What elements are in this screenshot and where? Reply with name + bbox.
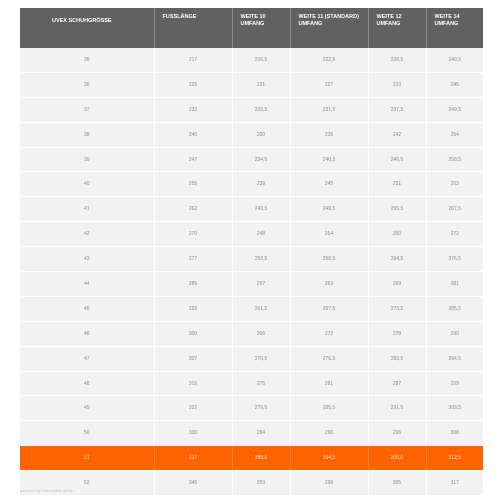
table-row <box>20 296 483 321</box>
cell-width-14: 294,5 <box>426 346 483 371</box>
header-foot-length: FUSSLÄNGE <box>154 8 232 48</box>
cell-width-14: 263 <box>426 172 483 197</box>
cell-shoe-size: 36 <box>20 72 154 97</box>
cell-width-10: 288,5 <box>232 446 290 471</box>
cell-width-14: 281 <box>426 272 483 297</box>
cell-foot-length: 315 <box>154 371 232 396</box>
cell-width-14: 308 <box>426 421 483 446</box>
cell-shoe-size: 35 <box>20 48 154 72</box>
cell-shoe-size: 43 <box>20 247 154 272</box>
cell-width-12: 246,5 <box>368 147 426 172</box>
cell-width-11: 299 <box>290 471 368 496</box>
table-row-highlighted <box>20 446 483 471</box>
cell-width-10: 234,5 <box>232 147 290 172</box>
cell-foot-length: 232 <box>154 97 232 122</box>
cell-width-10: 284 <box>232 421 290 446</box>
table-row <box>20 122 483 147</box>
cell-width-14: 303,5 <box>426 396 483 421</box>
cell-foot-length: 337 <box>154 446 232 471</box>
cell-foot-length: 217 <box>154 48 232 72</box>
cell-width-11: 290 <box>290 421 368 446</box>
cell-width-12: 242 <box>368 122 426 147</box>
cell-width-11: 263 <box>290 272 368 297</box>
cell-foot-length: 262 <box>154 197 232 222</box>
cell-width-10: 279,5 <box>232 396 290 421</box>
cell-shoe-size: 40 <box>20 172 154 197</box>
table-row <box>20 222 483 247</box>
cell-foot-length: 225 <box>154 72 232 97</box>
header-width-10: WEITE 10 UMFANG <box>232 8 290 48</box>
table-row <box>20 471 483 496</box>
cell-width-14: 290 <box>426 321 483 346</box>
cell-width-12: 251 <box>368 172 426 197</box>
cell-width-14: 299 <box>426 371 483 396</box>
cell-width-12: 278 <box>368 321 426 346</box>
cell-shoe-size: 47 <box>20 346 154 371</box>
cell-width-14: 317 <box>426 471 483 496</box>
cell-width-10: 293 <box>232 471 290 496</box>
cell-width-10: 270,5 <box>232 346 290 371</box>
cell-width-14: 254 <box>426 122 483 147</box>
caption-text: powered by uvex safety group <box>20 488 74 493</box>
cell-width-12: 282,5 <box>368 346 426 371</box>
cell-width-12: 300,5 <box>368 446 426 471</box>
cell-width-14: 267,5 <box>426 197 483 222</box>
cell-width-10: 239 <box>232 172 290 197</box>
cell-shoe-size: 49 <box>20 396 154 421</box>
header-width-14: WEITE 14 UMFANG <box>426 8 483 48</box>
cell-width-12: 287 <box>368 371 426 396</box>
cell-foot-length: 345 <box>154 471 232 496</box>
cell-foot-length: 255 <box>154 172 232 197</box>
table-row <box>20 48 483 72</box>
cell-width-11: 281 <box>290 371 368 396</box>
cell-width-12: 291,5 <box>368 396 426 421</box>
table-row <box>20 247 483 272</box>
cell-width-10: 275 <box>232 371 290 396</box>
cell-width-11: 272 <box>290 321 368 346</box>
cell-width-14: 285,5 <box>426 296 483 321</box>
cell-width-11: 249,5 <box>290 197 368 222</box>
cell-width-11: 267,5 <box>290 296 368 321</box>
table-header <box>20 8 483 48</box>
cell-width-10: 257 <box>232 272 290 297</box>
cell-foot-length: 300 <box>154 321 232 346</box>
table-row <box>20 272 483 297</box>
cell-shoe-size: 42 <box>20 222 154 247</box>
cell-width-14: 245 <box>426 72 483 97</box>
cell-width-14: 249,5 <box>426 97 483 122</box>
cell-width-14: 258,5 <box>426 147 483 172</box>
cell-shoe-size: 39 <box>20 147 154 172</box>
cell-width-12: 269 <box>368 272 426 297</box>
cell-width-11: 236 <box>290 122 368 147</box>
cell-width-12: 264,5 <box>368 247 426 272</box>
cell-foot-length: 240 <box>154 122 232 147</box>
cell-shoe-size: 50 <box>20 421 154 446</box>
cell-width-12: 305 <box>368 471 426 496</box>
cell-width-11: 231,5 <box>290 97 368 122</box>
cell-width-10: 252,5 <box>232 247 290 272</box>
table-row <box>20 172 483 197</box>
cell-width-10: 225,5 <box>232 97 290 122</box>
cell-foot-length: 270 <box>154 222 232 247</box>
table-row <box>20 147 483 172</box>
header-width-11: WEITE 11 (STANDARD) UMFANG <box>290 8 368 48</box>
cell-width-12: 296 <box>368 421 426 446</box>
cell-width-11: 254 <box>290 222 368 247</box>
cell-width-14: 272 <box>426 222 483 247</box>
cell-shoe-size: 48 <box>20 371 154 396</box>
cell-width-12: 237,5 <box>368 97 426 122</box>
cell-shoe-size: 52 <box>20 471 154 496</box>
table-row <box>20 72 483 97</box>
cell-width-11: 258,5 <box>290 247 368 272</box>
cell-width-10: 266 <box>232 321 290 346</box>
cell-width-10: 243,5 <box>232 197 290 222</box>
cell-width-10: 221 <box>232 72 290 97</box>
cell-shoe-size: 51 <box>20 446 154 471</box>
cell-shoe-size: 41 <box>20 197 154 222</box>
cell-width-10: 230 <box>232 122 290 147</box>
cell-width-11: 240,5 <box>290 147 368 172</box>
cell-foot-length: 247 <box>154 147 232 172</box>
cell-width-11: 245 <box>290 172 368 197</box>
table-row <box>20 421 483 446</box>
cell-width-11: 285,5 <box>290 396 368 421</box>
header-row <box>20 8 483 48</box>
cell-width-11: 222,5 <box>290 48 368 72</box>
cell-width-11: 294,5 <box>290 446 368 471</box>
cell-width-10: 261,5 <box>232 296 290 321</box>
table-row <box>20 97 483 122</box>
shoe-size-table <box>20 8 483 496</box>
table-row <box>20 371 483 396</box>
header-width-12: WEITE 12 UMFANG <box>368 8 426 48</box>
cell-foot-length: 307 <box>154 346 232 371</box>
table-row <box>20 396 483 421</box>
cell-width-10: 248 <box>232 222 290 247</box>
cell-width-14: 312,5 <box>426 446 483 471</box>
cell-width-12: 233 <box>368 72 426 97</box>
cell-width-11: 276,5 <box>290 346 368 371</box>
cell-shoe-size: 37 <box>20 97 154 122</box>
table-body <box>20 48 483 496</box>
cell-foot-length: 330 <box>154 421 232 446</box>
cell-width-12: 228,5 <box>368 48 426 72</box>
table-row <box>20 197 483 222</box>
cell-width-14: 276,5 <box>426 247 483 272</box>
cell-foot-length: 322 <box>154 396 232 421</box>
cell-foot-length: 285 <box>154 272 232 297</box>
cell-foot-length: 292 <box>154 296 232 321</box>
cell-shoe-size: 45 <box>20 296 154 321</box>
table-row <box>20 321 483 346</box>
table-row <box>20 346 483 371</box>
cell-foot-length: 277 <box>154 247 232 272</box>
cell-shoe-size: 38 <box>20 122 154 147</box>
cell-width-11: 227 <box>290 72 368 97</box>
header-shoe-size: UVEX SCHUHGRÖSSE <box>20 8 154 48</box>
cell-width-12: 260 <box>368 222 426 247</box>
cell-width-12: 255,5 <box>368 197 426 222</box>
cell-width-14: 240,5 <box>426 48 483 72</box>
cell-width-12: 273,5 <box>368 296 426 321</box>
cell-width-10: 216,5 <box>232 48 290 72</box>
cell-shoe-size: 46 <box>20 321 154 346</box>
cell-shoe-size: 44 <box>20 272 154 297</box>
